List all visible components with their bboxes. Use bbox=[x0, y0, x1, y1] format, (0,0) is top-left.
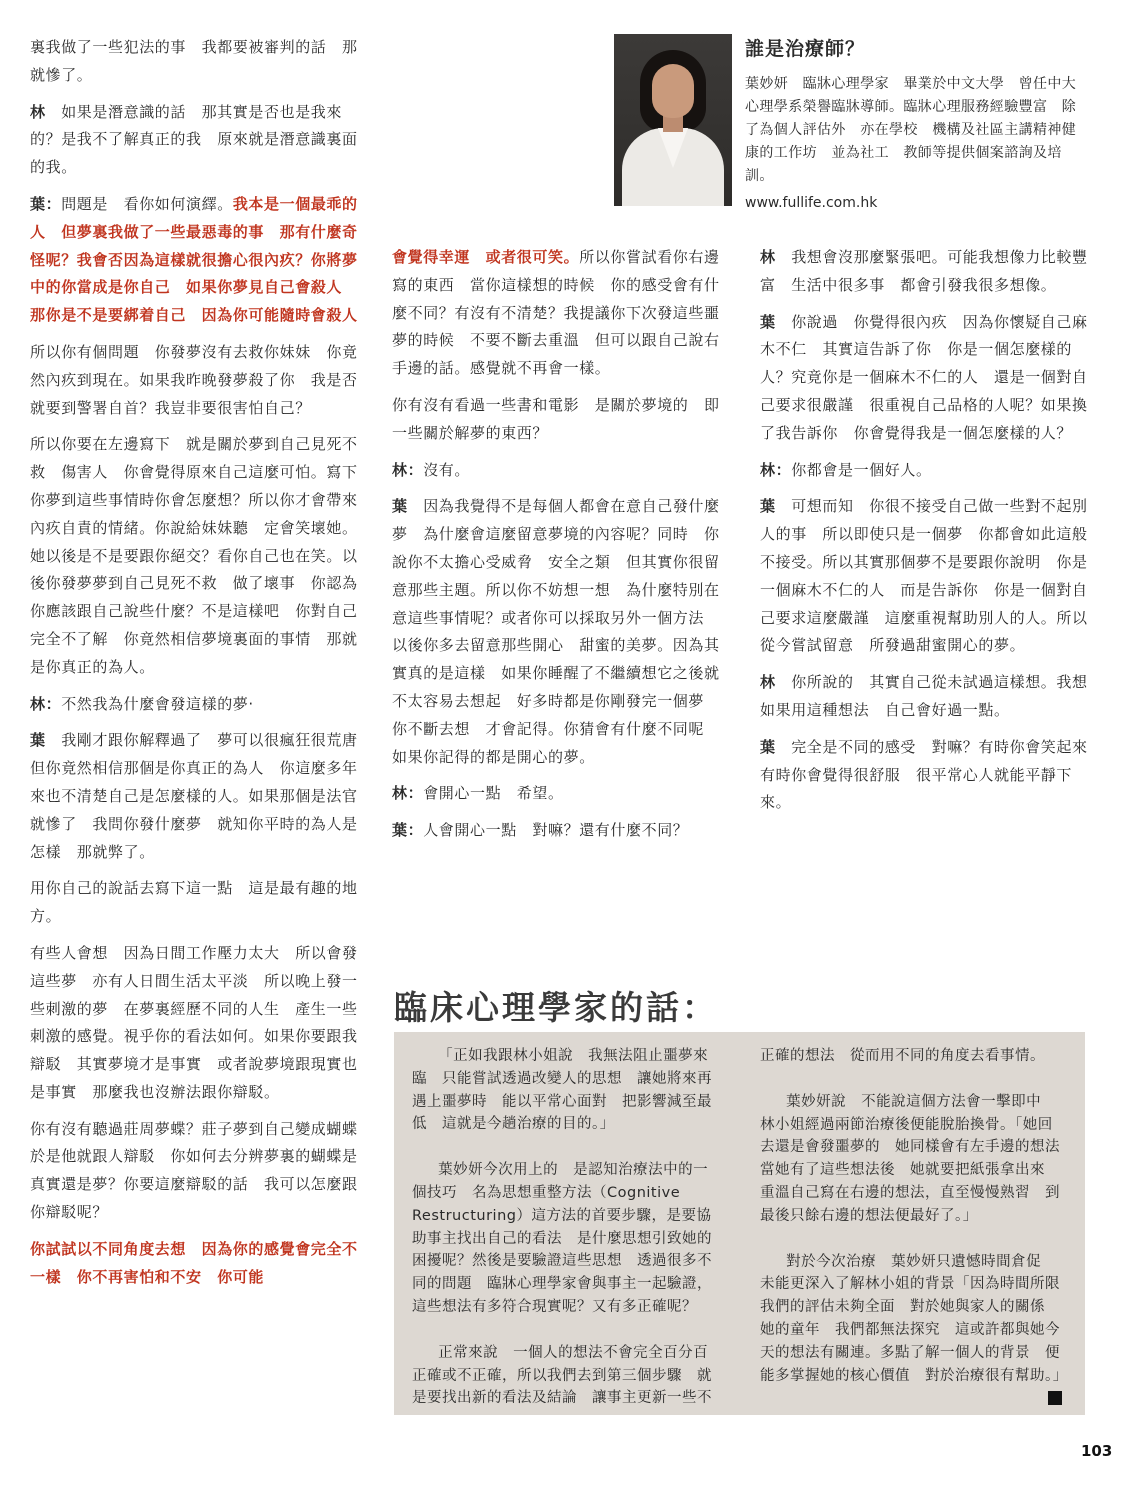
paragraph-text: 你有沒有看過一些書和電影 是關於夢境的 即一些關於解夢的東西？ bbox=[392, 395, 720, 442]
paragraph bbox=[30, 940, 360, 1107]
speaker-label: 葉 bbox=[760, 497, 792, 516]
paragraph bbox=[30, 1116, 374, 1227]
highlighted-text: 我本是一個最乖的人 但夢裏我做了一些最惡毒的事 那有什麼奇怪呢？我會否因為這樣就很擔心很內疚？你將夢中的你當成是你自己 如果你夢見自己會殺人 那你是不是要綁着自己 因為你可能隨時會殺人 bbox=[30, 194, 358, 325]
comment-paragraph: 「正如我跟林小姐說 我無法阻止噩夢來臨 只能嘗試透過改變人的思想 讓她將來再遇上噩夢時 能以平常心面對 把影響減至最低 這就是今趟治療的目的。」 bbox=[412, 1048, 712, 1133]
paragraph-text: 我想會沒那麼緊張吧。可能我想像力比較豐富 生活中很多事 都會引發我很多想像。 bbox=[760, 248, 1088, 294]
paragraph-text: 你都會是一個好人。 bbox=[791, 460, 932, 479]
end-of-article-mark bbox=[1048, 1391, 1062, 1405]
paragraph-text: 沒有。 bbox=[423, 460, 471, 479]
bio-title: 誰是治療師？ bbox=[745, 38, 866, 60]
article-column-right bbox=[760, 244, 1104, 826]
paragraph bbox=[760, 734, 1104, 817]
speaker-label: 林 bbox=[760, 673, 792, 692]
article-column-middle bbox=[392, 244, 722, 854]
comment-paragraph: 葉妙妍今次用上的 是認知治療法中的一個技巧 名為思想重整方法（Cognitive Restructuring）這方法的首要步驟，是要協助事主找出自己的看法 是什麼思想引致她的困擾呢？然後是要驗證這些思想 透過很多不同的問題 臨牀心理學家會與事主一起驗證，這些想法有多符合現實呢？又有多正確呢？ bbox=[412, 1162, 712, 1315]
paragraph bbox=[30, 99, 360, 182]
speaker-label: 葉： bbox=[30, 194, 62, 213]
paragraph-text: 如果是潛意識的話 那其實是否也是我來的？是我不了解真正的我 原來就是潛意識裏面的我。 bbox=[30, 102, 358, 177]
comment-column-left bbox=[412, 1045, 720, 1433]
paragraph-text: 你有沒有聽過莊周夢蝶？莊子夢到自己變成蝴蝶 於是他就跟人辯駁 你如何去分辨夢裏的蝴蝶是真實還是夢？你要這麼辯駁的話 我可以怎麼跟你辯駁呢？ bbox=[30, 1119, 374, 1222]
paragraph-text: 所以你嘗試看你右邊寫的東西 當你這樣想的時候 你的感受會有什麼不同？有沒有不清楚？我提議你下次發這些噩夢的時候 不要不斷去重溫 但可以跟自己說右手邊的話。感覺就不再會一樣。 bbox=[392, 248, 720, 378]
paragraph bbox=[392, 457, 722, 485]
paragraph bbox=[30, 727, 374, 866]
paragraph bbox=[392, 244, 722, 383]
speaker-label: 葉 bbox=[392, 497, 424, 516]
paragraph-text: 有些人會想 因為日間工作壓力太大 所以會發這些夢 亦有人日間生活太平淡 所以晚上發一些刺激的夢 在夢裏經歷不同的人生 產生一些刺激的感覺。視乎你的看法如何。如果你要跟我辯駁 其實夢境才是事實 或者說夢境跟現實也是事實 那麼我也沒辦法跟你辯駁。 bbox=[30, 943, 358, 1101]
paragraph-text: 會開心一點 希望。 bbox=[423, 784, 564, 803]
page-number: 103 bbox=[1081, 1442, 1113, 1460]
therapist-bio bbox=[745, 34, 1090, 214]
paragraph-text: 用你自己的說話去寫下這一點 這是最有趣的地方。 bbox=[30, 879, 358, 926]
paragraph bbox=[760, 669, 1090, 725]
paragraph bbox=[760, 244, 1090, 300]
highlighted-text: 會覺得幸運 或者很可笑。 bbox=[392, 248, 580, 266]
comment-column-right bbox=[760, 1045, 1075, 1410]
paragraph bbox=[30, 875, 360, 931]
bio-website-link[interactable]: www.fullife.com.hk bbox=[745, 195, 878, 211]
paragraph bbox=[392, 817, 722, 845]
psychologist-comment-box bbox=[394, 1032, 1085, 1415]
paragraph bbox=[30, 339, 360, 422]
therapist-photo bbox=[614, 34, 732, 206]
paragraph-text: 你說過 你覺得很內疚 因為你懷疑自己麻木不仁 其實這告訴了你 你是一個怎麼樣的人？究竟你是一個麻木不仁的人 還是一個對自己要求很嚴謹 很重視自己品格的人呢？如果換了我告訴你 你會覺得我是一個怎麼樣的人？ bbox=[760, 312, 1088, 442]
paragraph-text: 你所說的 其實自己從未試過這樣想。我想如果用這種想法 自己會好過一點。 bbox=[760, 673, 1088, 719]
speaker-label: 林： bbox=[30, 694, 62, 713]
paragraph-text: 問題是 看你如何演繹。 bbox=[61, 194, 233, 213]
paragraph bbox=[30, 191, 360, 330]
paragraph-text: 我剛才跟你解釋過了 夢可以很瘋狂很荒唐 但你竟然相信那個是你真正的為人 你這麼多年來也不清楚自己是怎麼樣的人。如果那個是法官就慘了 我問你發什麼夢 就知你平時的為人是怎樣 那就弊了。 bbox=[30, 731, 374, 861]
speaker-label: 林： bbox=[392, 784, 424, 803]
paragraph bbox=[30, 691, 360, 719]
speaker-label: 林： bbox=[392, 460, 424, 479]
bio-text: 葉妙妍 臨牀心理學家 畢業於中文大學 曾任中大心理學系榮譽臨牀導師。臨牀心理服務經驗豐富 除了為個人評估外 亦在學校 機構及社區主講精神健康的工作坊 並為社工 教師等提供個案諮詢及培訓。 bbox=[745, 76, 1077, 184]
speaker-label: 葉： bbox=[392, 821, 424, 840]
paragraph-text: 裏我做了一些犯法的事 我都要被審判的話 那就慘了。 bbox=[30, 38, 358, 84]
paragraph bbox=[760, 309, 1090, 448]
paragraph bbox=[760, 457, 1090, 485]
speaker-label: 林 bbox=[760, 248, 792, 266]
comment-paragraph: 正確的想法 從而用不同的角度去看事情。 bbox=[760, 1048, 1045, 1064]
speaker-label: 林 bbox=[30, 102, 62, 121]
paragraph bbox=[392, 780, 722, 808]
speaker-label: 葉 bbox=[760, 312, 792, 331]
paragraph-text: 因為我覺得不是每個人都會在意自己發什麼夢 為什麼會這麼留意夢境的內容呢？同時 你說你不太擔心受威脅 安全之類 但其實你很留意那些主題。所以你不妨想一想 為什麼特別在意這些事情呢？或者你可以採取另外一個方法 以後你多去留意那些開心 甜蜜的美夢。因為其實真的是這樣 如果你睡醒了不繼續想它之後就不太容易去想起 好多時都是你剛發完一個夢 你不斷去想 才會記得。你猜會有什麼不同呢 如果你記得的都是開心的夢。 bbox=[392, 497, 720, 766]
paragraph bbox=[30, 34, 360, 90]
paragraph bbox=[30, 431, 360, 681]
paragraph bbox=[392, 392, 722, 448]
paragraph-text: 人會開心一點 對嘛？還有什麼不同？ bbox=[423, 821, 689, 840]
article-column-left bbox=[30, 34, 374, 1300]
paragraph bbox=[30, 1236, 360, 1292]
speaker-label: 葉 bbox=[760, 737, 792, 756]
paragraph-text: 不然我為什麼會發這樣的夢· bbox=[61, 694, 254, 713]
speaker-label: 葉 bbox=[30, 731, 62, 750]
paragraph bbox=[392, 493, 722, 771]
section-title: 臨床心理學家的話： bbox=[394, 988, 718, 1027]
comment-paragraph: 對於今次治療 葉妙妍只遺憾時間倉促 未能更深入了解林小姐的背景「因為時間所限 我們的評估未夠全面 對於她與家人的關係 她的童年 我們都無法探究 這或許都與她今天的想法有關連。多點了解一個人的背景 便能多掌握她的核心價值 對於治療很有幫助。」 bbox=[760, 1251, 1062, 1388]
paragraph-text: 所以你有個問題 你發夢沒有去救你妹妹 你竟然內疚到現在。如果我昨晚發夢殺了你 我是否就要到警署自首？我豈非要很害怕自己？ bbox=[30, 342, 358, 417]
paragraph-text: 可想而知 你很不接受自己做一些對不起別人的事 所以即使只是一個夢 你都會如此這般不接受。所以其實那個夢不是要跟你說明 你是一個麻木不仁的人 而是告訴你 你是一個對自己要求這麼嚴謹 這麼重視幫助別人的人。所以從今嘗試留意 所發過甜蜜開心的夢。 bbox=[760, 497, 1088, 655]
comment-paragraph: 葉妙妍說 不能說這個方法會一擊即中 林小姐經過兩節治療後便能脫胎換骨。「她回去還是會發噩夢的 她同樣會有左手邊的想法 當她有了這些想法後 她就要把紙張拿出來 重溫自己寫在右邊的想法，直至慢慢熟習 到最後只餘右邊的想法便最好了。」 bbox=[760, 1093, 1075, 1224]
comment-paragraph: 正常來說 一個人的想法不會完全百分百正確或不正確，所以我們去到第三個步驟 就是要找出新的看法及結論 讓事主更新一些不 bbox=[412, 1344, 712, 1407]
speaker-label: 林： bbox=[760, 460, 792, 479]
highlighted-text: 你試試以不同角度去想 因為你的感覺會完全不一樣 你不再害怕和不安 你可能 bbox=[30, 1239, 358, 1286]
paragraph bbox=[760, 493, 1090, 660]
paragraph-text: 完全是不同的感受 對嘛？有時你會笑起來 有時你會覺得很舒服 很平常心人就能平靜下來。 bbox=[760, 737, 1104, 812]
paragraph-text: 所以你要在左邊寫下 就是關於夢到自己見死不救 傷害人 你會覺得原來自己這麼可怕。寫下你夢到這些事情時你會怎麼想？所以你才會帶來內疚自責的情緒。你說給妹妹聽 定會笑壞她。她以後是不是要跟你絕交？看你自己也在笑。以後你發夢夢到自己見死不救 做了壞事 你認為你應該跟自己說些什麼？不是這樣吧 你對自己完全不了解 你竟然相信夢境裏面的事情 那就是你真正的為人。 bbox=[30, 435, 358, 676]
